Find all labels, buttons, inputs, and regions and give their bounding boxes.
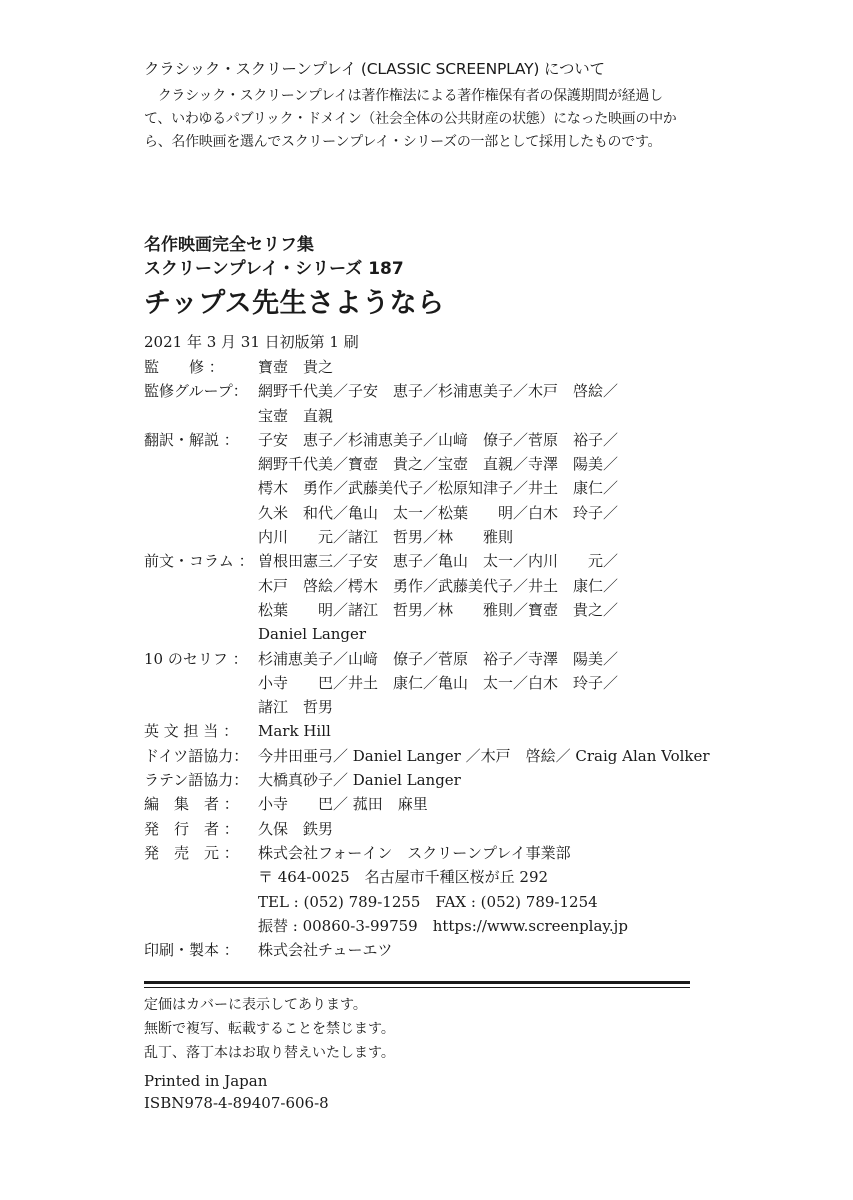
credit-row	[144, 549, 744, 646]
credit-row	[144, 355, 744, 379]
credit-label: ドイツ語協力：	[144, 746, 249, 765]
printed-in: Printed in Japan	[144, 1072, 268, 1090]
credit-value-line: 子安 恵子／杉浦恵美子／山﨑 僚子／菅原 裕子／	[258, 430, 619, 449]
credit-label: 10 のセリフ ：	[144, 649, 248, 668]
credit-value-line: 杉浦恵美子／山﨑 僚子／菅原 裕子／寺澤 陽美／	[258, 649, 619, 668]
credit-value-line: 曽根田憲三／子安 恵子／亀山 太一／内川 元／	[258, 552, 619, 571]
credit-values	[258, 768, 744, 792]
credit-label: 前文・コラム ：	[144, 552, 254, 571]
credit-value-line: 内川 元／諸江 哲男／林 雅則	[258, 528, 514, 547]
credit-value-line: 諸江 哲男	[258, 698, 334, 717]
credit-row	[144, 817, 744, 841]
credit-value-line: 網野千代美／子安 恵子／杉浦恵美子／木戸 啓絵／	[258, 382, 619, 401]
credit-label: 発 行 者 ：	[144, 819, 239, 838]
credit-value-line: 樗木 勇作／武藤美代子／松原知津子／井土 康仁／	[258, 479, 619, 498]
credit-values	[258, 549, 744, 646]
credit-value-line: 〒 464-0025 名古屋市千種区桜が丘 292	[258, 868, 549, 887]
credit-label: 英 文 担 当 ：	[144, 722, 239, 741]
about-section	[144, 57, 720, 154]
credit-value-line: 株式会社フォーイン スクリーンプレイ事業部	[258, 843, 571, 862]
credit-value-line: 今井田亜弓／ Daniel Langer ／木戸 啓絵／ Craig Alan Volker	[258, 746, 710, 765]
credit-values	[258, 938, 744, 962]
divider-thick	[144, 981, 690, 984]
credit-values	[258, 355, 744, 379]
imprint-block	[144, 1070, 329, 1114]
credit-values	[258, 841, 744, 938]
credit-value-line: TEL : (052) 789-1255 FAX : (052) 789-1254	[258, 892, 598, 911]
credit-row	[144, 719, 744, 743]
credit-value-line: 小寺 巴／ 菰田 麻里	[258, 795, 428, 814]
series-subtitle: 名作映画完全セリフ集	[144, 235, 314, 255]
credit-value-line: 松葉 明／諸江 哲男／林 雅則／寶壺 貴之／	[258, 600, 619, 619]
notice-line: 無断で複写、転載することを禁じます。	[144, 1021, 395, 1037]
credit-label: 翻訳・解説 ：	[144, 430, 239, 449]
series-name: スクリーンプレイ・シリーズ 187	[144, 259, 404, 279]
notice-block	[144, 993, 395, 1065]
about-heading: クラシック・スクリーンプレイ (CLASSIC SCREENPLAY) について	[144, 60, 605, 78]
credit-values	[258, 744, 744, 768]
credit-value-line: Mark Hill	[258, 722, 331, 741]
credit-values	[258, 792, 744, 816]
about-body-line: クラシック・スクリーンプレイは著作権法による著作権保有者の保護期間が経過し	[144, 88, 663, 104]
divider-thin	[144, 987, 690, 988]
credit-row	[144, 379, 744, 428]
credit-value-line: 大橋真砂子／ Daniel Langer	[258, 771, 461, 790]
credit-values	[258, 647, 744, 720]
notice-line: 乱丁、落丁本はお取り替えいたします。	[144, 1045, 395, 1061]
credit-value-line: 宝壺 直親	[258, 406, 334, 425]
credit-values	[258, 817, 744, 841]
credit-value-line: Daniel Langer	[258, 625, 367, 644]
credit-values	[258, 379, 744, 428]
credit-value-line: 木戸 啓絵／樗木 勇作／武藤美代子／井土 康仁／	[258, 576, 619, 595]
credit-label: 監 修 ：	[144, 358, 224, 376]
notice-line: 定価はカバーに表示してあります。	[144, 997, 367, 1013]
credit-value-line: 久米 和代／亀山 太一／松葉 明／白木 玲子／	[258, 503, 619, 522]
credit-row	[144, 841, 744, 938]
credit-value-line: 寶壺 貴之	[258, 358, 334, 376]
about-body-line: ら、名作映画を選んでスクリーンプレイ・シリーズの一部として採用したものです。	[144, 134, 662, 150]
credit-row	[144, 647, 744, 720]
credit-values	[258, 719, 744, 743]
credit-value-line: 久保 鉄男	[258, 819, 334, 838]
isbn: ISBN978-4-89407-606-8	[144, 1094, 329, 1112]
credit-value-line: 株式会社チューエツ	[258, 941, 393, 960]
credit-row	[144, 938, 744, 962]
credit-value-line: 小寺 巴／井土 康仁／亀山 太一／白木 玲子／	[258, 673, 619, 692]
about-body-line: て、いわゆるパブリック・ドメイン（社会全体の公共財産の状態）になった映画の中か	[144, 111, 677, 127]
credit-label: 印刷・製本 ：	[144, 941, 239, 960]
about-body	[144, 85, 720, 154]
credit-row	[144, 428, 744, 549]
credit-label: 編 集 者 ：	[144, 795, 239, 814]
credit-label: ラテン語協力：	[144, 771, 249, 790]
credit-value-line: 網野千代美／寶壺 貴之／宝壺 直親／寺澤 陽美／	[258, 455, 619, 474]
credit-row	[144, 768, 744, 792]
series-block	[144, 233, 445, 323]
credit-row	[144, 744, 744, 768]
credit-value-line: 振替 : 00860-3-99759 https://www.screenplay.jp	[258, 916, 628, 935]
edition-date: 2021 年 3 月 31 日初版第 1 刷	[144, 333, 359, 351]
credit-label: 発 売 元 ：	[144, 843, 239, 862]
credit-label: 監修グループ：	[144, 382, 248, 401]
book-title: チップス先生さようなら	[144, 288, 445, 319]
credit-values	[258, 428, 744, 549]
credits-list	[144, 355, 744, 962]
credit-row	[144, 792, 744, 816]
